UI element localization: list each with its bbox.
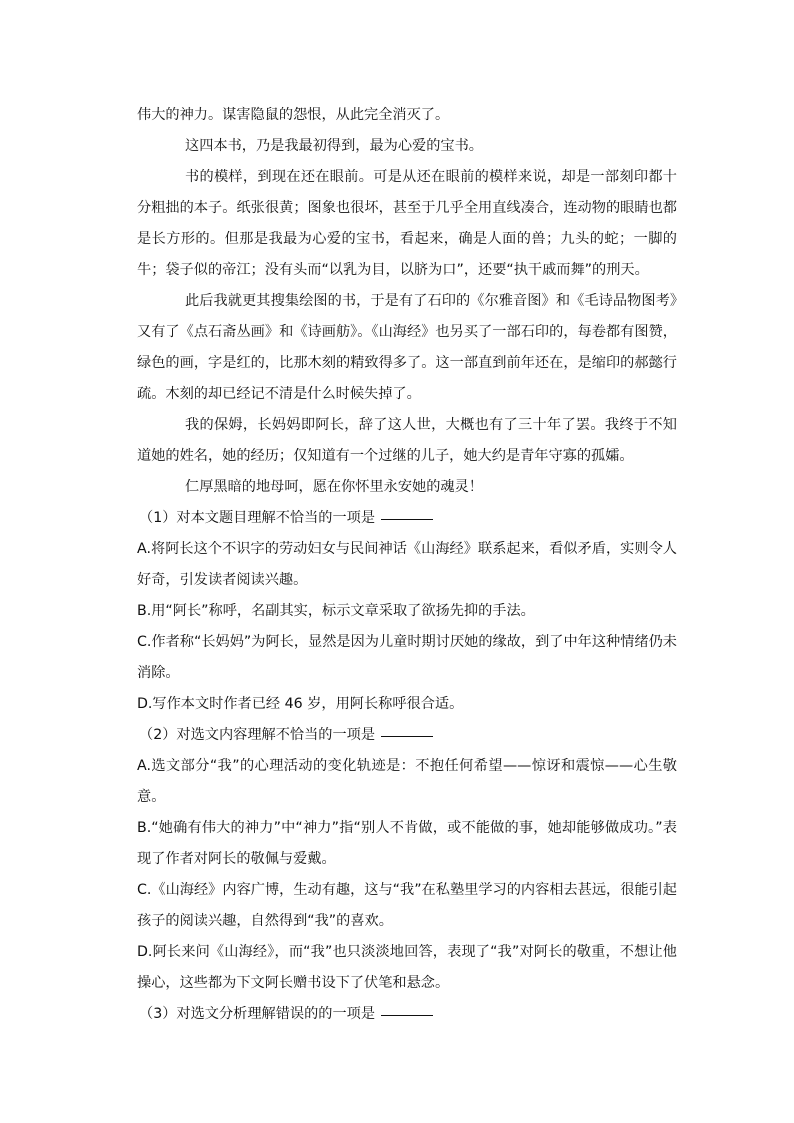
- option-d: D.写作本文时作者已经 46 岁，用阿长称呼很合适。: [137, 696, 464, 712]
- passage-paragraph: 书的模样，到现在还在眼前。可是从还在眼前的模样来说，却是一部刻印都十分粗拙的本子。纸张很黄；图象也很坏，甚至于几乎全用直线凑合，连动物的眼睛也都是长方形的。但那是我最为心爱的宝书，看起来，确是人面的兽；九头的蛇；一脚的牛；袋子似的帝江；没有头而“以乳为目，以脐为口”，还要“执干戚而舞”的刑天。: [137, 169, 677, 278]
- option-b: B.“她确有伟大的神力”中“神力”指“别人不肯做，或不能做的事，她却能够做成功。”表现了作者对阿长的敬佩与爱戴。: [137, 820, 677, 867]
- question-3: [137, 999, 677, 1030]
- answer-blank[interactable]: [381, 518, 433, 520]
- option-a: A.选文部分“我”的心理活动的变化轨迹是：不抱任何希望——惊讶和震惊——心生敬意。: [137, 758, 677, 805]
- passage-paragraph: 伟大的神力。谋害隐鼠的怨恨，从此完全消灭了。: [137, 107, 450, 123]
- passage-paragraph: 这四本书，乃是我最初得到，最为心爱的宝书。: [185, 138, 483, 154]
- question-2: [137, 720, 677, 999]
- question-stem: （3）对选文分析理解错误的的一项是: [137, 999, 677, 1030]
- option-b: B.用“阿长”称呼，名副其实，标示文章采取了欲扬先抑的手法。: [137, 603, 535, 619]
- passage-paragraph: 我的保姆，长妈妈即阿长，辞了这人世，大概也有了三十年了罢。我终于不知道她的姓名，她的经历；仅知道有一个过继的儿子，她大约是青年守寡的孤孀。: [137, 417, 677, 464]
- question-1: [137, 503, 677, 720]
- question-stem: （2）对选文内容理解不恰当的一项是: [137, 720, 677, 751]
- passage: [137, 100, 677, 503]
- option-a: A.将阿长这个不识字的劳动妇女与民间神话《山海经》联系起来，看似矛盾，实则令人好奇，引发读者阅读兴趣。: [137, 541, 677, 588]
- option-c: C.《山海经》内容广博，生动有趣，这与“我”在私塾里学习的内容相去甚远，很能引起孩子的阅读兴趣，自然得到“我”的喜欢。: [137, 882, 677, 929]
- passage-paragraph: 仁厚黑暗的地母呵，愿在你怀里永安她的魂灵！: [185, 479, 483, 495]
- question-stem: （1）对本文题目理解不恰当的一项是: [137, 503, 677, 534]
- answer-blank[interactable]: [381, 1014, 433, 1016]
- answer-blank[interactable]: [381, 735, 433, 737]
- passage-paragraph: 此后我就更其搜集绘图的书，于是有了石印的《尔雅音图》和《毛诗品物图考》又有了《点石斋丛画》和《诗画舫》。《山海经》也另买了一部石印的，每卷都有图赞，绿色的画，字是红的，比那木刻的精致得多了。这一部直到前年还在，是缩印的郝懿行疏。木刻的却已经记不清是什么时候失掉了。: [137, 293, 677, 402]
- option-c: C.作者称“长妈妈”为阿长，显然是因为儿童时期讨厌她的缘故，到了中年这种情绪仍未消除。: [137, 634, 677, 681]
- document-content: [137, 100, 677, 1030]
- option-d: D.阿长来问《山海经》，而“我”也只淡淡地回答，表现了“我”对阿长的敬重，不想让他操心，这些都为下文阿长赠书设下了伏笔和悬念。: [137, 944, 677, 991]
